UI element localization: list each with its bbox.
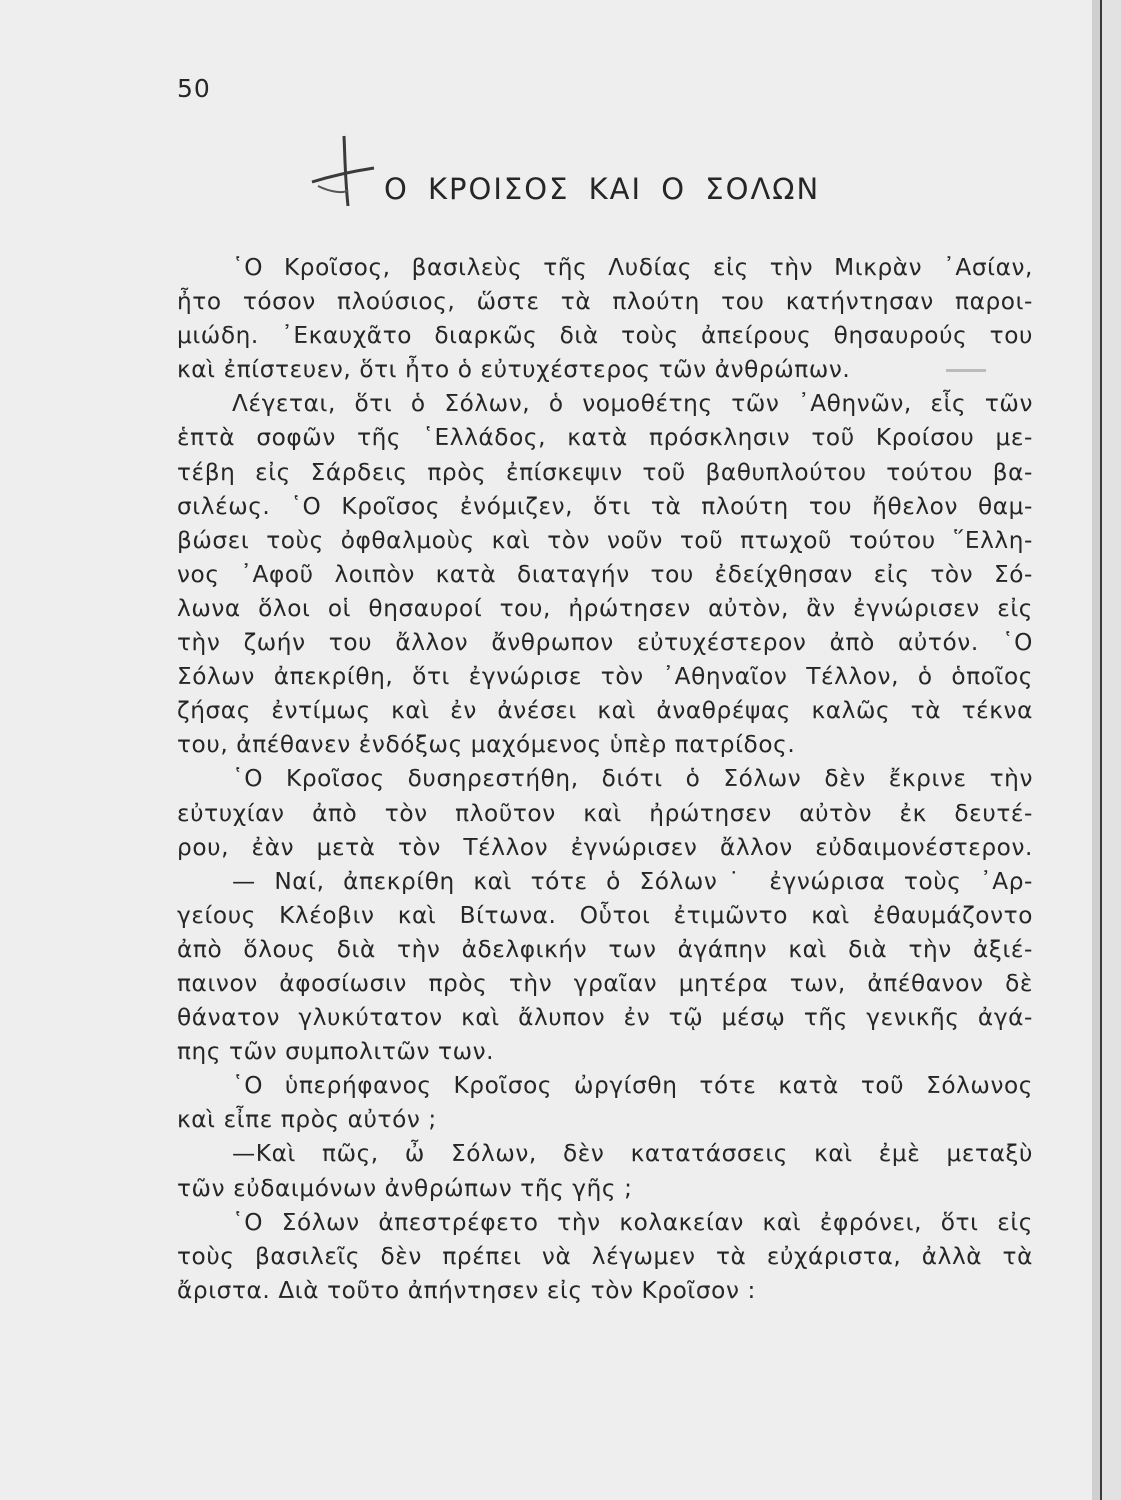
text-line: — Ναί, ἀπεκρίθη καὶ τότε ὁ Σόλων˙ ἐγνώρισα τοὺς ᾿Αρ- <box>232 867 1033 895</box>
text-line: καὶ εἶπε πρὸς αὐτόν ; <box>177 1106 437 1134</box>
text-line: μιώδη. ᾿Εκαυχᾶτο διαρκῶς διὰ τοὺς ἀπείρους θησαυρούς του <box>177 322 1033 350</box>
text-line: λωνα ὅλοι οἱ θησαυροί του, ἠρώτησεν αὐτὸν, ἂν ἐγνώρισεν εἰς <box>177 594 1033 622</box>
text-line: βώσει τοὺς ὀφθαλμοὺς καὶ τὸν νοῦν τοῦ πτωχοῦ τούτου ῞Ελλη- <box>177 526 1033 554</box>
text-line: τῶν εὐδαιμόνων ἀνθρώπων τῆς γῆς ; <box>177 1174 633 1202</box>
text-line: θάνατον γλυκύτατον καὶ ἄλυπον ἐν τῷ μέσῳ τῆς γενικῆς ἀγά- <box>177 1004 1033 1032</box>
text-line: καὶ ἐπίστευεν, ὅτι ἦτο ὁ εὐτυχέστερος τῶν ἀνθρώπων. <box>177 356 851 384</box>
text-line: εὐτυχίαν ἀπὸ τὸν πλοῦτον καὶ ἠρώτησεν αὐτὸν ἐκ δευτέ- <box>177 799 1033 827</box>
handwritten-cross-mark <box>308 132 378 212</box>
adjacent-page-edge <box>1100 0 1121 1500</box>
text-line: παινον ἀφοσίωσιν πρὸς τὴν γραῖαν μητέρα των, ἀπέθανον δὲ <box>177 969 1033 997</box>
text-line: ῾Ο ὑπερήφανος Κροῖσος ὠργίσθη τότε κατὰ τοῦ Σόλωνος <box>232 1072 1033 1100</box>
text-line: Σόλων ἀπεκρίθη, ὅτι ἐγνώρισε τὸν ᾿Αθηναῖον Τέλλον, ὁ ὁποῖος <box>177 663 1033 691</box>
text-line: τέβη εἰς Σάρδεις πρὸς ἐπίσκεψιν τοῦ βαθυπλούτου τούτου βα- <box>177 458 1033 486</box>
text-line: του, ἀπέθανεν ἐνδόξως μαχόμενος ὑπὲρ πατρίδος. <box>177 731 796 759</box>
text-line: ῾Ο Σόλων ἀπεστρέφετο τὴν κολακείαν καὶ ἐφρόνει, ὅτι εἰς <box>232 1208 1033 1236</box>
text-line: νος ᾿Αφοῦ λοιπὸν κατὰ διαταγήν του ἐδείχθησαν εἰς τὸν Σό- <box>177 560 1033 588</box>
text-line: ἦτο τόσον πλούσιος, ὥστε τὰ πλούτη του κατήντησαν παροι- <box>177 288 1033 316</box>
text-line: σιλέως. ῾Ο Κροῖσος ἐνόμιζεν, ὅτι τὰ πλούτη του ἤθελον θαμ- <box>177 492 1033 520</box>
text-line: ἑπτὰ σοφῶν τῆς ῾Ελλάδος, κατὰ πρόσκλησιν τοῦ Κροίσου με- <box>177 424 1033 452</box>
text-line: ἄριστα. Διὰ τοῦτο ἀπήντησεν εἰς τὸν Κροῖσον : <box>177 1276 756 1304</box>
text-line: πης τῶν συμπολιτῶν των. <box>177 1038 495 1066</box>
text-line: ῾Ο Κροῖσος, βασιλεὺς τῆς Λυδίας εἰς τὴν Μικρὰν ᾿Ασίαν, <box>232 254 1033 281</box>
text-line: ρου, ἐὰν μετὰ τὸν Τέλλον ἐγνώρισεν ἄλλον εὐδαιμονέστερον. <box>177 833 1033 861</box>
chapter-title: Ο ΚΡΟΙΣΟΣ ΚΑΙ Ο ΣΟΛΩΝ <box>384 172 821 206</box>
text-line: ζήσας ἐντίμως καὶ ἐν ἀνέσει καὶ ἀναθρέψας καλῶς τὰ τέκνα <box>177 697 1033 725</box>
text-line: Λέγεται, ὅτι ὁ Σόλων, ὁ νομοθέτης τῶν ᾿Αθηνῶν, εἷς τῶν <box>232 390 1033 418</box>
body-text <box>177 251 1033 1308</box>
text-line: —Καὶ πῶς, ὦ Σόλων, δὲν κατατάσσεις καὶ ἐμὲ μεταξὺ <box>232 1140 1033 1168</box>
text-line: ῾Ο Κροῖσος δυσηρεστήθη, διότι ὁ Σόλων δὲν ἔκρινε τὴν <box>232 765 1033 793</box>
text-line: τοὺς βασιλεῖς δὲν πρέπει νὰ λέγωμεν τὰ εὐχάριστα, ἀλλὰ τὰ <box>177 1242 1033 1270</box>
text-line: τὴν ζωήν του ἄλλον ἄνθρωπον εὐτυχέστερον ἀπὸ αὐτόν. ῾Ο <box>177 629 1033 657</box>
text-line: γείους Κλέοβιν καὶ Βίτωνα. Οὗτοι ἐτιμῶντο καὶ ἐθαυμάζοντο <box>177 901 1033 929</box>
page-number: 50 <box>177 74 211 103</box>
page-edge-shadow <box>1092 0 1100 1500</box>
text-line: ἀπὸ ὅλους διὰ τὴν ἀδελφικήν των ἀγάπην καὶ διὰ τὴν ἀξιέ- <box>177 935 1033 963</box>
